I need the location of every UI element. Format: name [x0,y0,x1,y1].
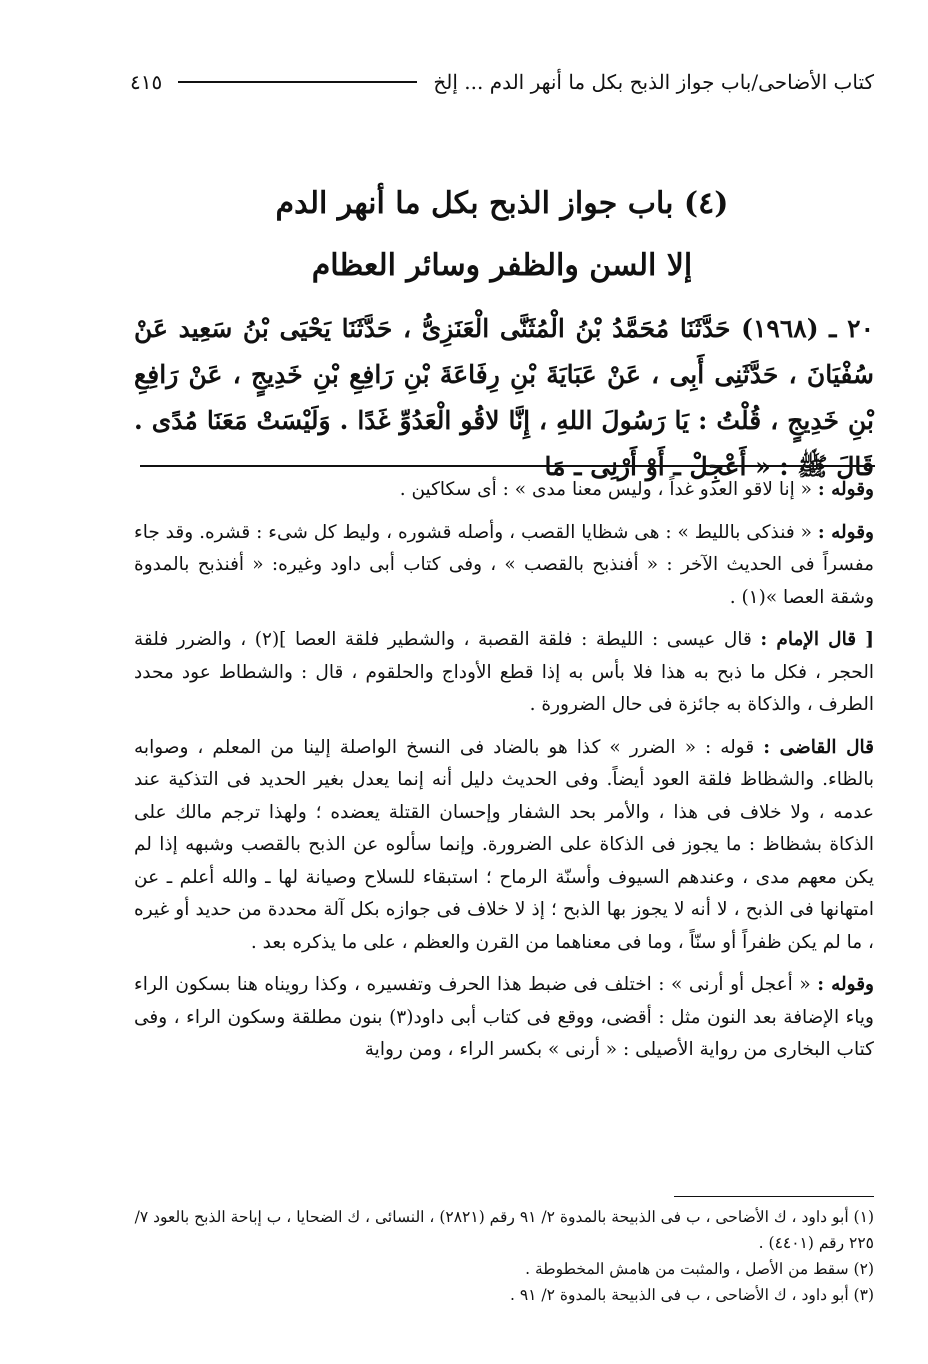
commentary-paragraph [134,732,874,960]
header-rule [178,81,417,83]
commentary-paragraph [134,474,874,507]
commentary-text: قوله : « الضرر » كذا هو بالضاد فى النسخ الواصلة إلينا من المعلم ، وصوابه بالظاء. والشظاظ فلقة العود أيضاً. وفى الحديث دليل أنه إنما يعدل بغير الحديد فى التذكية عند عدمه ، ولا خلاف فى هذا ، والأمر بحد الشفار وإحسان القتلة يعضده ؛ ولهذا ترجم مالك على الذكاة بشظاظ : ما يجوز فى الذكاة على الضرورة. وإنما سألوه عن الذبح بالقصب وشبهه إذا لم يكن معهم مدى ، وعندهم السيوف وأسنّة الرماح ؛ استبقاء للسلاح وصيانة لها ـ والله أعلم ـ عن امتهانها فى الذبح ، لا أنه لا يجوز بها الذبح ؛ إذ لا خلاف فى جوازه بكل آلة محددة من حديد أو غيره ، ما لم يكن ظفراً أو سنّاً ، وما فى معناهما من القرن والعظم ، على ما يذكره بعد . [134,736,874,953]
chapter-title: (٤) باب جواز الذبح بكل ما أنهر الدم [275,186,729,221]
running-title: كتاب الأضاحى/باب جواز الذبح بكل ما أنهر الدم ... إلخ [433,70,874,94]
page-number: ٤١٥ [130,70,163,94]
footnote-divider [674,1196,874,1197]
commentary-lead: وقوله : [817,521,874,543]
commentary-paragraph [134,517,874,615]
commentary-text: قال عيسى : الليطة : فلقة القصبة ، والشطير فلقة العصا ](٢) ، والضرر فلقة الحجر ، فكل ما ذبح به هذا فلا بأس به إذا قطع الأوداج والحلقوم ، قال : والشطاط عود محدد الطرف ، والذكاة به جائزة فى حال الضرورة . [134,629,874,715]
commentary-text: « فنذكى بالليط » : هى شظايا القصب ، وأصله قشوره ، وليط كل شىء : قشره. وقد جاء مفسراً فى الحديث الآخر : « أفنذبح بالقصب » ، وفى كتاب أبى داود وغيره: « أفنذبح بالمدوة وشقة العصا »(١) . [134,521,874,608]
commentary-lead: قال القاضى : [763,736,874,758]
commentary-paragraph [134,624,874,722]
footnote-2: (٢) سقط من الأصل ، والمثبت من هامش المخطوطة . [525,1260,874,1278]
commentary-lead: وقوله : [817,479,874,500]
footnotes [134,1204,874,1308]
commentary-paragraph [134,969,874,1067]
hadith-text: ٢٠ ـ (١٩٦٨) حَدَّثَنَا مُحَمَّدُ بْنُ الْمُثَنَّى الْعَنَزِىُّ ، حَدَّثَنَا يَحْيَى بْنُ سَعِيد عَنْ سُفْيَانَ ، حَدَّثَنِى أَبِى ، عَنْ عَبَايَةَ بْنِ رِفَاعَةَ بْنِ رَافِعِ بْنِ خَدِيجٍ ، عَنْ رَافِعِ بْنِ خَدِيجٍ ، قُلْتُ : يَا رَسُولَ اللهِ ، إِنَّا لاقُو الْعَدُوِّ غَدًا . وَلَيْسَتْ مَعَنَا مُدًى . قَالَ ﷺ : « أَعْجِلْ ـ أَوْ أَرْنِى ـ مَا [134,314,874,481]
chapter-subtitle: إلا السن والظفر وسائر العظام [311,248,693,283]
footnote-3: (٣) أبو داود ، ك الأضاحى ، ب فى الذبيحة بالمدوة ٢/ ٩١ . [509,1286,874,1304]
running-header [130,62,874,102]
commentary-text: « إنا لاقو العدو غداً ، وليس معنا مدى » : أى سكاكين . [399,479,818,500]
commentary [134,474,874,1077]
text-divider [140,465,875,467]
footnote-1: (١) أبو داود ، ك الأضاحى ، ب فى الذبيحة بالمدوة ٢/ ٩١ رقم (٢٨٢١) ، النسائى ، ك الضحايا ، ب إباحة الذبح بالعود ٧/ ٢٢٥ رقم (٤٤٠١) . [134,1208,874,1252]
commentary-lead: وقوله : [817,974,874,995]
commentary-text: « أعجل أو أرنى » : اختلف فى ضبط هذا الحرف وتفسيره ، وكذا رويناه هنا بسكون الراء وياء الإضافة بعد النون مثل : أقضى، ووقع فى كتاب أبى داود(٣) بنون مطلقة وسكون الراء ، وفى كتاب البخارى من رواية الأصيلى : « أرنى » بكسر الراء ، ومن رواية [134,974,874,1060]
commentary-lead: [ قال الإمام : [760,629,874,650]
